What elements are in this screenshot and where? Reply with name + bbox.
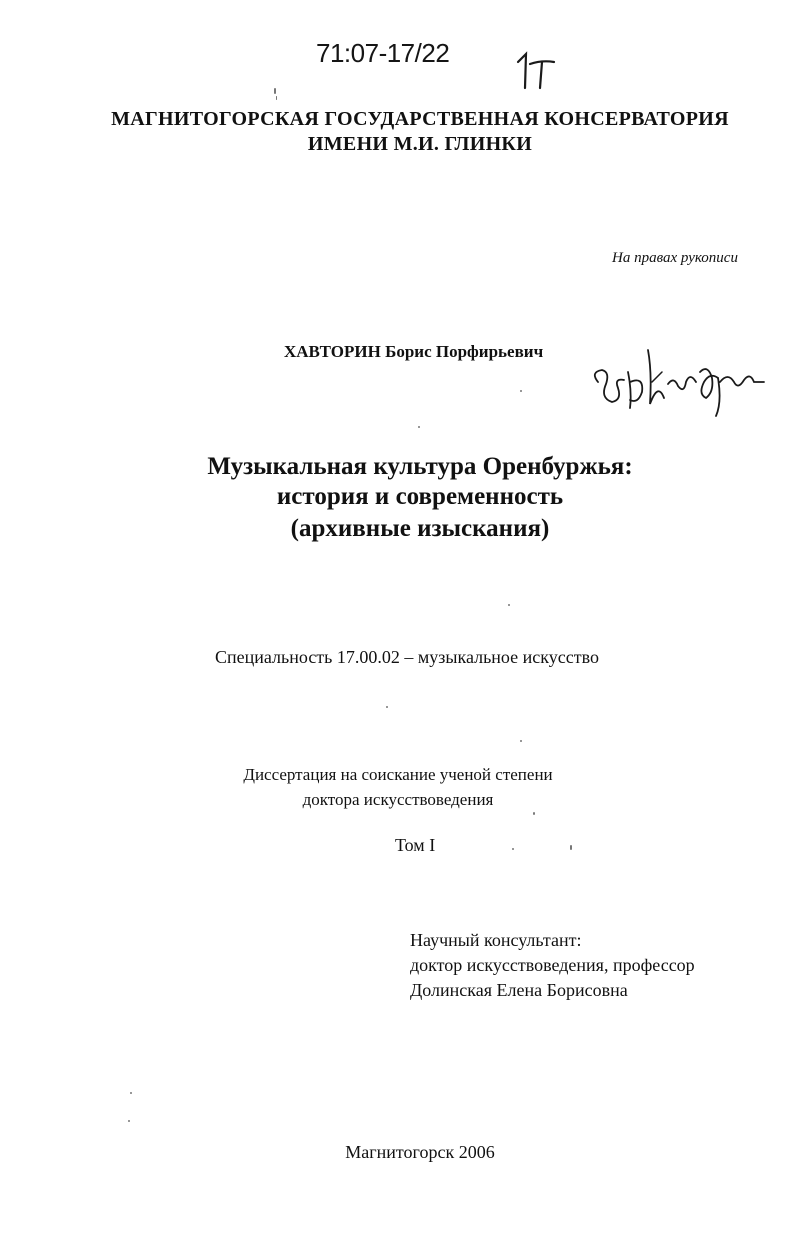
- handwritten-mark: [512, 48, 558, 95]
- scan-speck: [570, 845, 572, 850]
- dissertation-degree-line2: доктора искусствоведения: [302, 790, 494, 809]
- author-signature: [588, 342, 768, 427]
- scan-speck: [520, 390, 522, 392]
- scan-speck: [508, 604, 510, 606]
- scan-speck: [533, 812, 535, 815]
- scan-speck: [276, 96, 277, 100]
- scan-speck: [520, 740, 522, 742]
- volume-label: Том I: [395, 835, 436, 855]
- city-year: Магнитогорск 2006: [345, 1142, 495, 1162]
- institution-name-line2: ИМЕНИ М.И. ГЛИНКИ: [307, 133, 533, 155]
- institution-name-line1: МАГНИТОГОРСКАЯ ГОСУДАРСТВЕННАЯ КОНСЕРВАТОРИЯ: [111, 108, 729, 130]
- consultant-label: Научный консультант:: [410, 930, 582, 950]
- manuscript-note: На правах рукописи: [612, 250, 738, 266]
- dissertation-degree-line1: Диссертация на соискание ученой степени: [243, 765, 553, 784]
- consultant-degree: доктор искусствоведения, профессор: [410, 955, 695, 975]
- scan-speck: [274, 88, 276, 94]
- archive-stamp-code: 71:07-17/22: [316, 38, 450, 68]
- author-name: ХАВТОРИН Борис Порфирьевич: [284, 342, 544, 361]
- scan-speck: [418, 426, 420, 428]
- handwritten-mark-drawing: [512, 48, 558, 90]
- dissertation-title-line3: (архивные изыскания): [290, 515, 550, 542]
- scan-speck: [512, 848, 514, 850]
- dissertation-title-line2: история и современность: [276, 483, 564, 510]
- scan-speck: [130, 1092, 132, 1094]
- consultant-name: Долинская Елена Борисовна: [410, 980, 628, 1000]
- signature-drawing: [588, 342, 768, 422]
- dissertation-title-line1: Музыкальная культура Оренбуржья:: [207, 453, 633, 480]
- scan-speck: [128, 1120, 130, 1122]
- scan-speck: [386, 706, 388, 708]
- specialty-line: Специальность 17.00.02 – музыкальное искусство: [215, 647, 599, 667]
